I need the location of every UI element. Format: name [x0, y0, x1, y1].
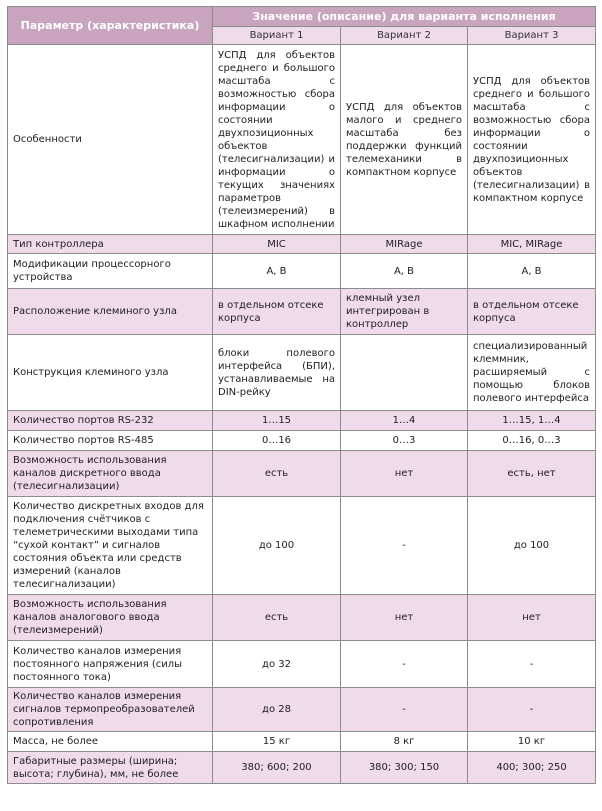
table-row — [8, 411, 596, 431]
value-cell: MIC — [213, 235, 341, 254]
spec-table — [7, 6, 596, 784]
header-param: Параметр (характеристика) — [8, 7, 213, 45]
param-cell: Масса, не более — [8, 732, 213, 752]
table-row — [8, 431, 596, 451]
value-cell: MIC, MIRage — [468, 235, 596, 254]
param-cell: Возможность использования каналов аналогового ввода (телеизмерений) — [8, 595, 213, 641]
value-cell: - — [341, 641, 468, 688]
header-variant-2: Вариант 2 — [341, 27, 468, 45]
table-row — [8, 497, 596, 595]
param-cell: Возможность использования каналов дискретного ввода (телесигнализации) — [8, 451, 213, 497]
param-cell: Расположение клеминого узла — [8, 289, 213, 335]
value-cell: - — [341, 497, 468, 595]
param-cell: Количество каналов измерения постоянного напряжения (силы постоянного тока) — [8, 641, 213, 688]
value-cell: 8 кг — [341, 732, 468, 752]
value-cell: 0…3 — [341, 431, 468, 451]
value-cell: до 100 — [468, 497, 596, 595]
value-cell: в отдельном отсеке корпуса — [468, 289, 596, 335]
table-row — [8, 688, 596, 732]
value-cell: УСПД для объектов малого и среднего масштаба без поддержки функций телемеханики в компактном корпусе — [341, 45, 468, 235]
value-cell: УСПД для объектов среднего и большого масштаба с возможностью сбора информации о состоянии двухпозиционных объектов (телесигнализации) в компактном корпусе — [468, 45, 596, 235]
value-cell: есть — [213, 451, 341, 497]
value-cell: MIRage — [341, 235, 468, 254]
value-cell: 0…16 — [213, 431, 341, 451]
value-cell: 1…4 — [341, 411, 468, 431]
value-cell: 380; 600; 200 — [213, 752, 341, 784]
table-row — [8, 45, 596, 235]
table-row — [8, 335, 596, 411]
value-cell: нет — [341, 595, 468, 641]
table-row — [8, 451, 596, 497]
table-row — [8, 254, 596, 289]
table-row — [8, 235, 596, 254]
value-cell: есть — [213, 595, 341, 641]
value-cell: клемный узел интегрирован в контроллер — [341, 289, 468, 335]
value-cell: 0…16, 0…3 — [468, 431, 596, 451]
param-cell: Количество каналов измерения сигналов термопреобразователей сопротивления — [8, 688, 213, 732]
value-cell: УСПД для объектов среднего и большого масштаба с возможностью сбора информации о состоянии двухпозиционных объектов (телесигнализации) и информации о текущих значениях параметров (телеизмерений) в шкафном исполнении — [213, 45, 341, 235]
value-cell: блоки полевого интерфейса (БПИ), устанавливаемые на DIN-рейку — [213, 335, 341, 411]
param-cell: Тип контроллера — [8, 235, 213, 254]
value-cell: A, B — [468, 254, 596, 289]
value-cell: до 28 — [213, 688, 341, 732]
value-cell: 10 кг — [468, 732, 596, 752]
value-cell: нет — [468, 595, 596, 641]
value-cell: A, B — [213, 254, 341, 289]
param-cell: Количество портов RS-485 — [8, 431, 213, 451]
value-cell: - — [468, 641, 596, 688]
param-cell: Особенности — [8, 45, 213, 235]
value-cell: специализированный клеммник, расширяемый с помощью блоков полевого интерфейса — [468, 335, 596, 411]
value-cell: нет — [341, 451, 468, 497]
param-cell: Габаритные размеры (ширина; высота; глубина), мм, не более — [8, 752, 213, 784]
value-cell: до 32 — [213, 641, 341, 688]
value-cell: - — [341, 688, 468, 732]
param-cell: Количество портов RS-232 — [8, 411, 213, 431]
value-cell — [341, 335, 468, 411]
value-cell: есть, нет — [468, 451, 596, 497]
value-cell: 400; 300; 250 — [468, 752, 596, 784]
param-cell: Модификации процессорного устройства — [8, 254, 213, 289]
param-cell: Количество дискретных входов для подключения счётчиков с телеметрическими выходами типа “сухой контакт” и сигналов состояния объекта или средств измерений (каналов телесигнализации) — [8, 497, 213, 595]
value-cell: 15 кг — [213, 732, 341, 752]
value-cell: - — [468, 688, 596, 732]
table-row — [8, 595, 596, 641]
param-cell: Конструкция клеминого узла — [8, 335, 213, 411]
table-row — [8, 289, 596, 335]
value-cell: 1…15 — [213, 411, 341, 431]
table-row — [8, 732, 596, 752]
value-cell: до 100 — [213, 497, 341, 595]
table-row — [8, 641, 596, 688]
value-cell: 1…15, 1…4 — [468, 411, 596, 431]
value-cell: 380; 300; 150 — [341, 752, 468, 784]
table-row — [8, 752, 596, 784]
header-variant-1: Вариант 1 — [213, 27, 341, 45]
value-cell: в отдельном отсеке корпуса — [213, 289, 341, 335]
value-cell: A, B — [341, 254, 468, 289]
header-variant-3: Вариант 3 — [468, 27, 596, 45]
header-value: Значение (описание) для варианта исполнения — [213, 7, 596, 27]
